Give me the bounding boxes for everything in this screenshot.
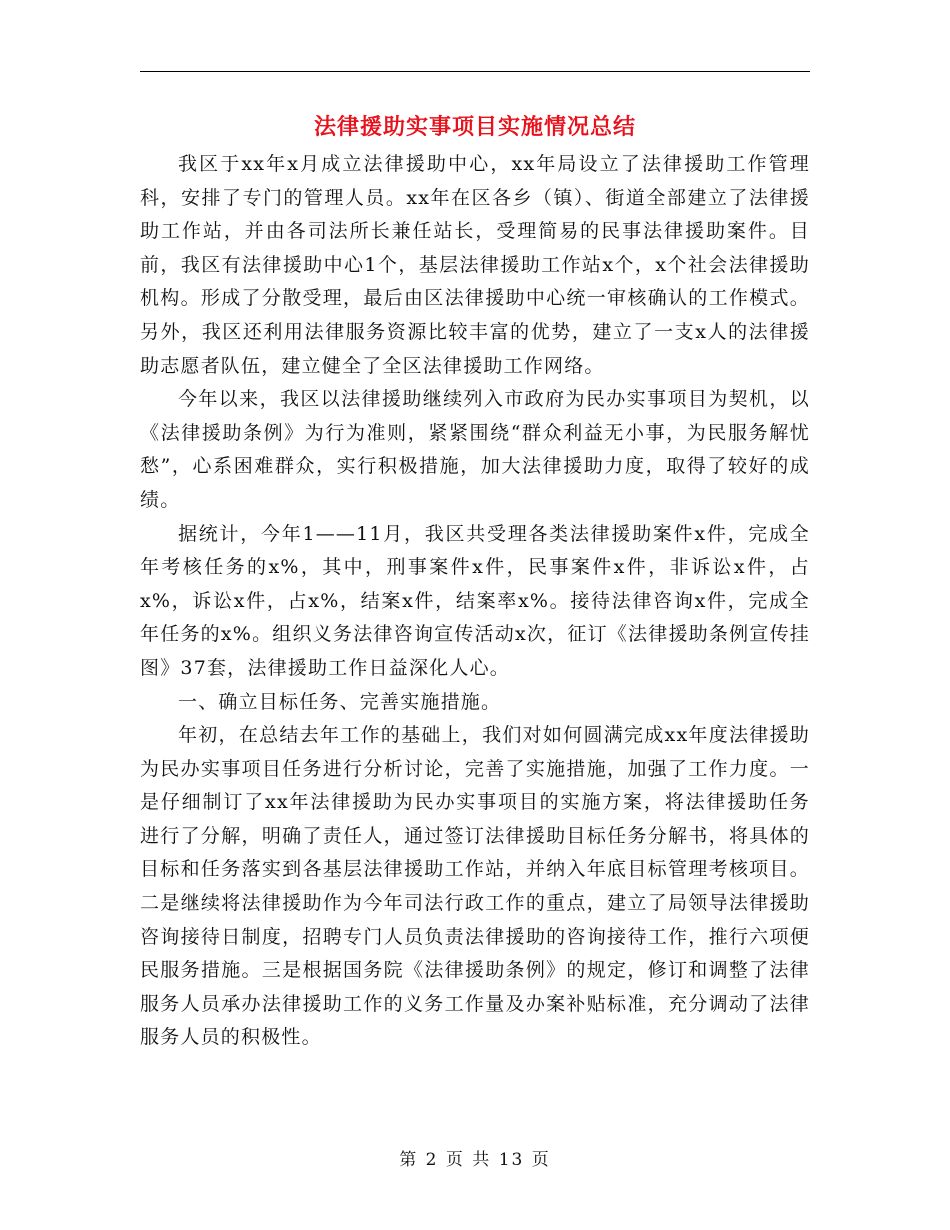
document-title: 法律援助实事项目实施情况总结: [313, 114, 636, 140]
document-body: [140, 148, 810, 1055]
paragraph-3: 据统计，今年1——11月，我区共受理各类法律援助案件x件，完成全年考核任务的x%，其中，刑事案件x件，民事案件x件，非诉讼x件，占x%，诉讼x件，占x%，结案x件，结案率x%。接待法律咨询x件，完成全年任务的x%。组织义务法律咨询宣传活动x次，征订《法律援助条例宣传挂图》37套，法律援助工作日益深化人心。: [140, 522, 810, 679]
paragraph-1: 我区于xx年x月成立法律援助中心，xx年局设立了法律援助工作管理科，安排了专门的管理人员。xx年在区各乡（镇）、街道全部建立了法律援助工作站，并由各司法所长兼任站长，受理简易的民事法律援助案件。目前，我区有法律援助中心1个，基层法律援助工作站x个，x个社会法律援助机构。形成了分散受理，最后由区法律援助中心统一审核确认的工作模式。另外，我区还利用法律服务资源比较丰富的优势，建立了一支x人的法律援助志愿者队伍，建立健全了全区法律援助工作网络。: [140, 153, 810, 377]
header-rule: [140, 71, 810, 72]
paragraph-2: 今年以来，我区以法律援助继续列入市政府为民办实事项目为契机，以《法律援助条例》为行为准则，紧紧围绕“群众利益无小事，为民服务解忧愁”，心系困难群众，实行积极措施，加大法律援助力度，取得了较好的成绩。: [140, 388, 810, 511]
page-footer: 第 2 页 共 13 页: [399, 1150, 551, 1170]
paragraph-5: 年初，在总结去年工作的基础上，我们对如何圆满完成xx年度法律援助为民办实事项目任务进行分析讨论，完善了实施措施，加强了工作力度。一是仔细制订了xx年法律援助为民办实事项目的实施方案，将法律援助任务进行了分解，明确了责任人，通过签订法律援助目标任务分解书，将具体的目标和任务落实到各基层法律援助工作站，并纳入年底目标管理考核项目。二是继续将法律援助作为今年司法行政工作的重点，建立了局领导法律援助咨询接待日制度，招聘专门人员负责法律援助的咨询接待工作，推行六项便民服务措施。三是根据国务院《法律援助条例》的规定，修订和调整了法律服务人员承办法律援助工作的义务工作量及办案补贴标准，充分调动了法律服务人员的积极性。: [140, 724, 810, 1049]
section-heading: 一、确立目标任务、完善实施措施。: [178, 690, 502, 713]
